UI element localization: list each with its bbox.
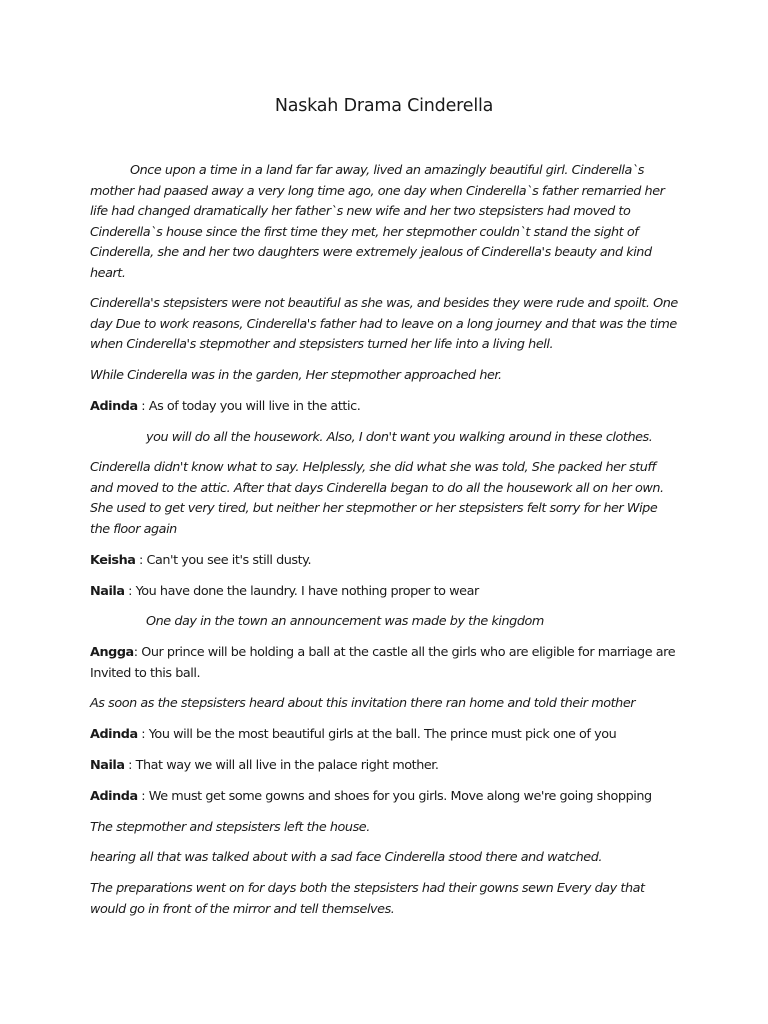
- speaker-name: Adinda: [90, 727, 138, 743]
- dialogue-line: [90, 725, 680, 746]
- paragraph-indented: you will do all the housework. Also, I don't want you walking around in these clothes.: [146, 429, 653, 445]
- dialogue-text: : Can't you see it's still dusty.: [135, 552, 312, 568]
- speaker-name: Adinda: [90, 398, 138, 414]
- dialogue-text: : You will be the most beautiful girls at the ball. The prince must pick one of you: [137, 727, 617, 743]
- dialogue-line: [90, 551, 680, 572]
- paragraph-narration: As soon as the stepsisters heard about this invitation there ran home and told their mother: [90, 696, 636, 712]
- paragraph-narration: hearing all that was talked about with a sad face Cinderella stood there and watched.: [90, 850, 603, 866]
- speaker-name: Adinda: [90, 788, 138, 804]
- dialogue-text: : You have done the laundry. I have nothing proper to wear: [124, 583, 479, 599]
- dialogue-line: [90, 643, 680, 684]
- paragraph-opening: Once upon a time in a land far far away, lived an amazingly beautiful girl. Cinderella`s mother had paased away a very long time ago, one day when Cinderella`s father remarried her life had changed dramatically her father`s new wife and her two stepsisters had moved to Cinderella`s house since the first time they met, her stepmother couldn`t stand the sight of Cinderella, she and her two daughters were extremely jealous of Cinderella's beauty and kind heart.: [90, 163, 665, 281]
- speaker-name: Keisha: [90, 552, 136, 568]
- paragraph-narration: While Cinderella was in the garden, Her stepmother approached her.: [90, 368, 502, 384]
- dialogue-line: [90, 397, 680, 418]
- document-title: Naskah Drama Cinderella: [274, 96, 494, 116]
- paragraph-indented: One day in the town an announcement was made by the kingdom: [146, 614, 544, 630]
- dialogue-line: [90, 582, 680, 603]
- dialogue-text: : As of today you will live in the attic.: [137, 398, 361, 414]
- dialogue-line: [90, 756, 680, 777]
- dialogue-text: : We must get some gowns and shoes for you girls. Move along we're going shopping: [137, 788, 652, 804]
- paragraph-narration: Cinderella's stepsisters were not beautiful as she was, and besides they were rude and spoilt. One day Due to work reasons, Cinderella's father had to leave on a long journey and that was the time when Cinderella's stepmother and stepsisters turned her life into a living hell.: [90, 296, 678, 353]
- dialogue-text: : That way we will all live in the palace right mother.: [124, 758, 439, 774]
- document-body: [90, 161, 680, 931]
- paragraph-narration: The preparations went on for days both the stepsisters had their gowns sewn Every day that would go in front of the mirror and tell themselves.: [90, 881, 645, 917]
- speaker-name: Naila: [90, 583, 125, 599]
- paragraph-narration: The stepmother and stepsisters left the house.: [90, 819, 370, 835]
- dialogue-text: : Our prince will be holding a ball at the castle all the girls who are eligible for marriage are Invited to this ball.: [90, 645, 676, 681]
- speaker-name: Naila: [90, 758, 125, 774]
- dialogue-line: [90, 787, 680, 808]
- paragraph-narration: Cinderella didn't know what to say. Helplessly, she did what she was told, She packed her stuff and moved to the attic. After that days Cinderella began to do all the housework all on her own. She used to get very tired, but neither her stepmother or her stepsisters felt sorry for her Wipe the floor again: [90, 460, 664, 537]
- speaker-name: Angga: [90, 645, 134, 661]
